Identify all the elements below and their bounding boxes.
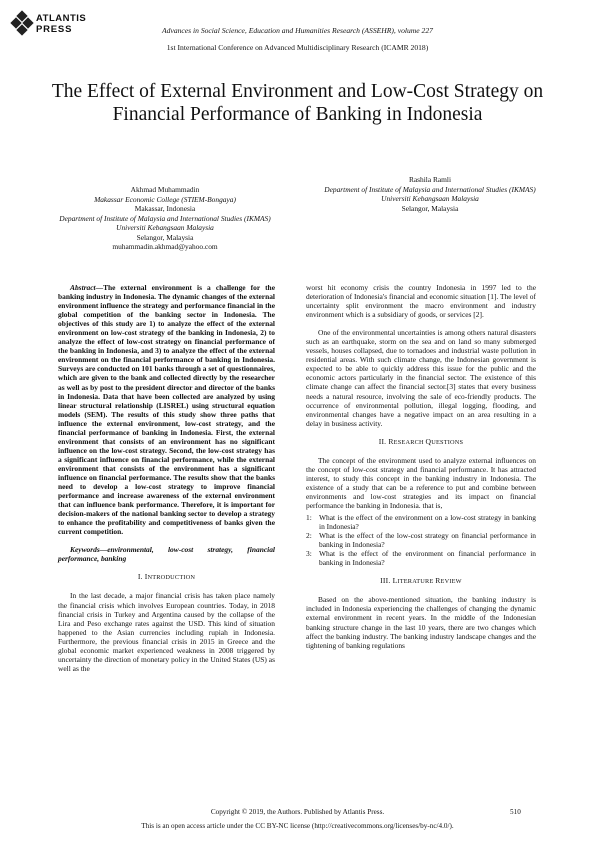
author-city: Selangor, Malaysia (401, 203, 459, 213)
author-block-1 (40, 185, 290, 252)
paragraph: The concept of the environment used to analyze external influences on the concept of low-cost strategy and financial performance. It has attracted interest, to study this concept in the banking industry in Indonesia. The existence of a study that can be a reference to put and combine between environments and low-cost strategies and its impact on financial performance the banking in Indonesia. that is, (306, 455, 536, 510)
journal-header: Advances in Social Science, Education and Humanities Research (ASSEHR), volume 227 (162, 26, 433, 35)
author-university: Universiti Kebangsaan Malaysia (116, 223, 214, 232)
author-city: Selangor, Malaysia (136, 232, 194, 242)
abstract-text: —The external environment is a challenge for the banking industry in Indonesia. The dynamic changes of the external environment influence the strategy and performance financial in the global competition of the banking sector in Indonesia. The objectives of this study are 1) to analyze the effect of the external environment on low-cost strategy of the banking in Indonesia, 2) to analyze the effect of low-cost strategy on financial performance of the banking in Indonesia, and 3) to analyze the effect of the external environment on the financial performance of banking in Indonesia. Surveys are conducted on 101 banks through a set of questionnaires, which are given to the bank and collected directly by the researcher as well as by post to the president director and director of the banks in Indonesia. Data that have been collected are analyzed by using linear structural relationship (LISREL) using structural equation models (SEM). The results of this study show three paths that influence the external environment, low-cost strategy, and the financial performance of banking in Indonesia. First, the external environment that consists of an environment has no significant influence on the low-cost strategy. Second, the low-cost strategy has a significant influence on financial performance, while the external environment that consists of the environment has a significant influence on financial performance. The results show that the banks need to develop a low-cost strategy to improve financial performance and increase awareness of the external environment that can influence bank performance. Therefore, it is important for decision-makers of the national banking sector to develop a strategy to enhance the profitability and competitiveness of banks given the current competition. (58, 283, 275, 537)
left-column (58, 283, 275, 673)
paper-title: The Effect of External Environment and Low-Cost Strategy on Financial Performance of Banking in Indonesia (51, 81, 544, 125)
section-heading-research-questions: II. RESEARCH QUESTIONS (378, 436, 464, 446)
paragraph: One of the environmental uncertainties is among others natural disasters such as an earthquake, storm on the sea and on land so many submerged vessels, houses collapsed, due to tornadoes and industrial waste pollution in residential areas. With such climate change, the Indonesian government is expected to be able to quickly address this issue for the public and the economic actors particularly in the financial sector. The existence of this climate change can affect the financial sector.[3] states that every business needs a natural resource, involving the sale of eco-friendly products. The occurrence of environmental pollution, illegal logging, flooding, and environmental changes have a negative impact on an area resulting in a delay in business activity. (306, 328, 536, 428)
intro-paragraph: In the last decade, a major financial crisis has taken place namely the financial crisis which involves European countries. Today, in 2018 financial crisis in Turkey and Argentina caused by the collapse of the Lira and Peso exchange rates against the USD. This kind of situation happened to the Asian currencies including rupiah in Indonesia. Furthermore, the previous financial crisis in 2015 in Greece and the global economic market experienced weakness in 2008 triggered by uncertainty the direction of monetary policy in the United States (US) as well as the (58, 591, 275, 673)
research-question-list (306, 513, 536, 567)
list-item: 1: What is the effect of the environment on a low-cost strategy in banking in Indonesia? (306, 513, 536, 532)
author-university: Universiti Kebangsaan Malaysia (381, 194, 479, 203)
logo-word-1: ATLANTIS (36, 13, 87, 24)
paragraph: Based on the above-mentioned situation, the banking industry is included in Indonesia experiencing the challenges of changing the dynamic external environment in recent years. In the middle of the Indonesian banking structure change in the last 10 years, there are two changes which affect the banking industry. The banking industry landscape changes and the tightening of banking regulations (306, 595, 536, 650)
author-affiliation: Department of Institute of Malaysia and International Studies (IKMAS) (59, 213, 271, 223)
copyright-footer: Copyright © 2019, the Authors. Published by Atlantis Press. (210, 808, 385, 816)
license-footer[interactable]: This is an open access article under the CC BY-NC license (http://creativecommons.org/licenses/by-nc/4.0/). (141, 822, 454, 830)
right-column (306, 283, 536, 650)
author-name: Rashila Ramli (408, 175, 452, 184)
list-item: 2: What is the effect of the low-cost strategy on financial performance in banking in Indonesia? (306, 531, 536, 550)
paragraph: worst hit economy crisis the country Indonesia in 1997 led to the deterioration of Indonesia's financial and economic situation [1]. The level of uncertainty split environment the macro environment and industry environment which is a subsidiary of goods, or services [2]. (306, 283, 536, 320)
author-affiliation: Department of Institute of Malaysia and International Studies (IKMAS) (324, 184, 536, 194)
list-item: 3: What is the effect of the environment on financial performance in banking in Indonesia? (306, 549, 536, 568)
author-name: Akhmad Muhammadin (130, 185, 200, 194)
author-affiliation: Makassar Economic College (STIEM-Bongaya) (94, 194, 236, 204)
author-city: Makassar, Indonesia (134, 204, 196, 213)
section-heading-literature-review: III. LITERATURE REVIEW (380, 576, 462, 586)
conference-header: 1st International Conference on Advanced Multidisciplinary Research (ICAMR 2018) (166, 43, 429, 52)
section-heading-introduction: I. INTRODUCTION (137, 572, 196, 582)
logo-word-2: PRESS (36, 24, 73, 35)
abstract-lead: Abstract (70, 283, 96, 292)
page-number: 510 (510, 808, 521, 816)
author-email[interactable]: muhammadin.akhmad@yahoo.com (112, 242, 218, 251)
abstract (58, 283, 275, 536)
keywords: Keywords—environmental, low-cost strategy, financial performance, banking (58, 545, 275, 564)
author-block-2 (305, 175, 555, 213)
